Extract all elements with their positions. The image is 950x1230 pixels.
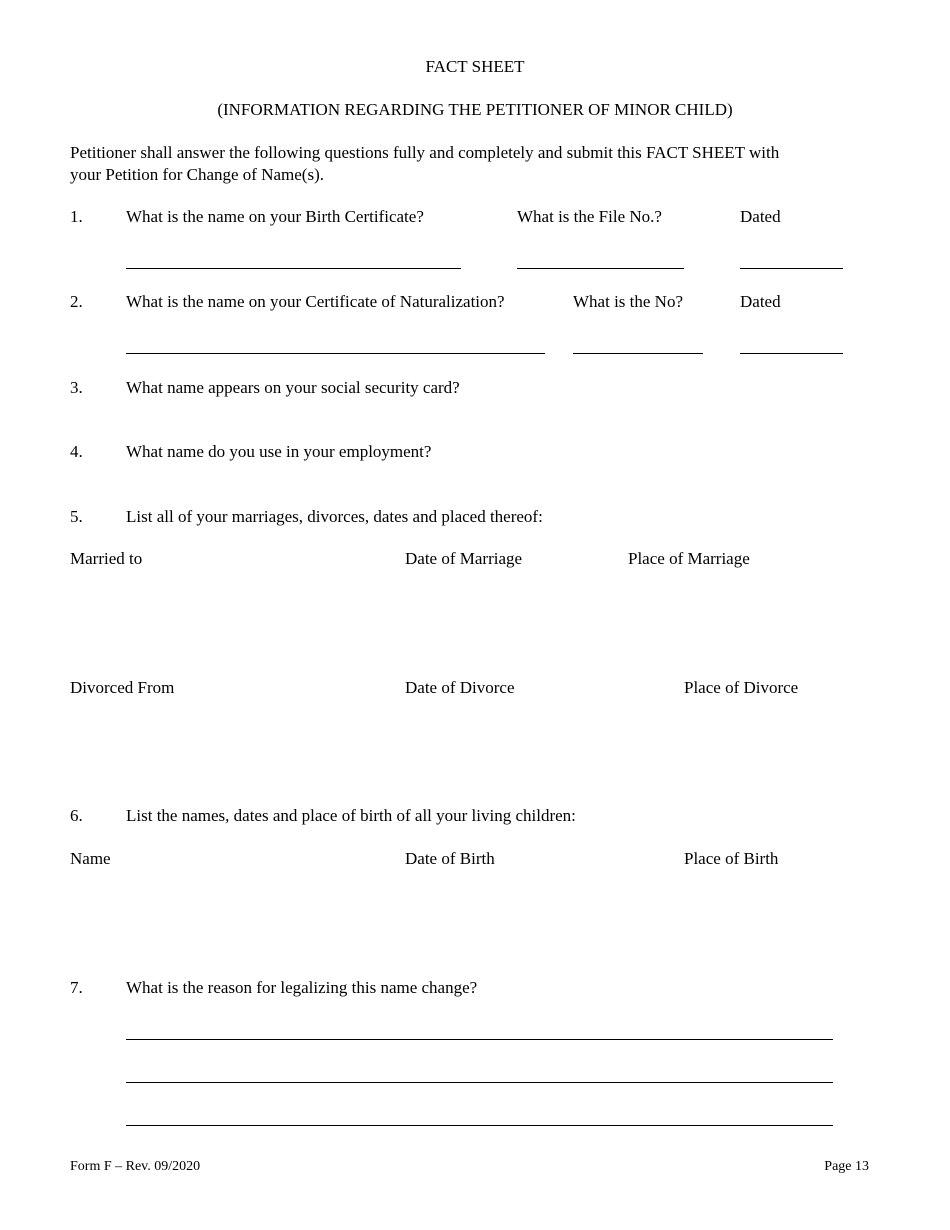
child-name-header: Name: [70, 849, 111, 868]
q1-dated-label: Dated: [740, 207, 781, 226]
document-subtitle: (INFORMATION REGARDING THE PETITIONER OF MINOR CHILD): [217, 100, 733, 119]
q1-number: 1.: [70, 207, 83, 226]
q2-naturalization-name-field[interactable]: [126, 353, 545, 354]
intro-line-2: your Petition for Change of Name(s).: [70, 165, 324, 184]
q4-question: What name do you use in your employment?: [126, 442, 432, 461]
q2-question: What is the name on your Certificate of Naturalization?: [126, 292, 505, 311]
q5-question: List all of your marriages, divorces, dates and placed thereof:: [126, 507, 543, 526]
q7-question: What is the reason for legalizing this name change?: [126, 978, 478, 997]
footer-form-revision: Form F – Rev. 09/2020: [70, 1159, 201, 1174]
q7-number: 7.: [70, 978, 83, 997]
date-of-marriage-header: Date of Marriage: [405, 549, 523, 568]
q3-question: What name appears on your social security card?: [126, 378, 460, 397]
intro-line-1: Petitioner shall answer the following questions fully and completely and submit this FACT SHEET with: [70, 143, 780, 162]
q1-question: What is the name on your Birth Certificate?: [126, 207, 424, 226]
q3-number: 3.: [70, 378, 83, 397]
document-title: FACT SHEET: [425, 57, 525, 76]
q1-file-no-field[interactable]: [517, 268, 684, 269]
q1-dated-field[interactable]: [740, 268, 843, 269]
q4-number: 4.: [70, 442, 83, 461]
q6-question: List the names, dates and place of birth of all your living children:: [126, 806, 576, 825]
q2-no-label: What is the No?: [573, 292, 683, 311]
divorced-from-header: Divorced From: [70, 678, 175, 697]
q2-dated-label: Dated: [740, 292, 781, 311]
q2-number: 2.: [70, 292, 83, 311]
married-to-header: Married to: [70, 549, 143, 568]
date-of-birth-header: Date of Birth: [405, 849, 495, 868]
q1-birth-name-field[interactable]: [126, 268, 461, 269]
q7-reason-line-3[interactable]: [126, 1125, 833, 1126]
place-of-marriage-header: Place of Marriage: [628, 549, 750, 568]
q7-reason-line-1[interactable]: [126, 1039, 833, 1040]
place-of-divorce-header: Place of Divorce: [684, 678, 799, 697]
q1-file-no-label: What is the File No.?: [517, 207, 662, 226]
q6-number: 6.: [70, 806, 83, 825]
q2-dated-field[interactable]: [740, 353, 843, 354]
footer-page-number: Page 13: [824, 1159, 869, 1174]
q2-no-field[interactable]: [573, 353, 703, 354]
q7-reason-line-2[interactable]: [126, 1082, 833, 1083]
q5-number: 5.: [70, 507, 83, 526]
date-of-divorce-header: Date of Divorce: [405, 678, 515, 697]
place-of-birth-header: Place of Birth: [684, 849, 779, 868]
